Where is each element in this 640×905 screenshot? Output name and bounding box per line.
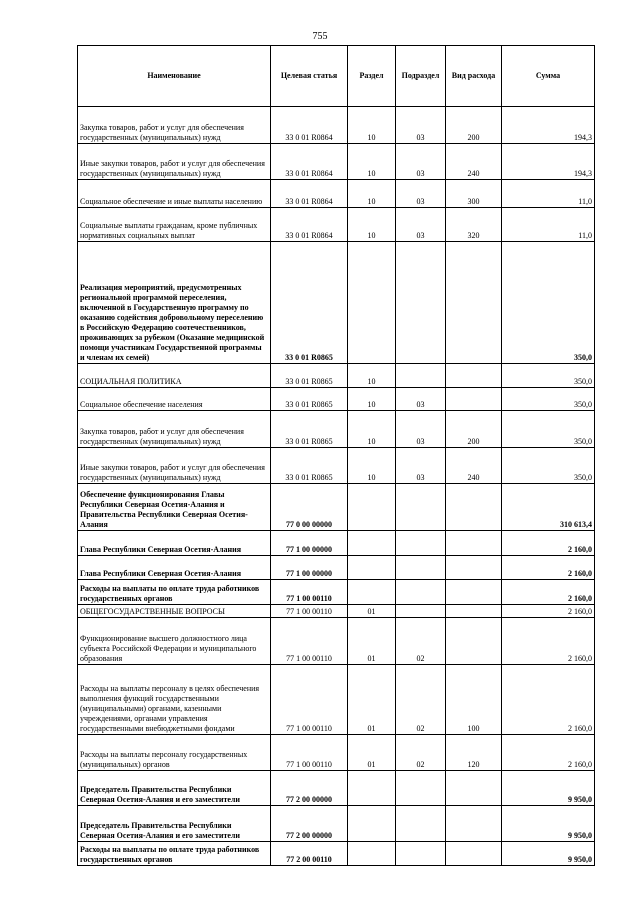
cell-amount: 9 950,0 xyxy=(502,806,595,842)
table-row xyxy=(78,771,595,806)
table-row xyxy=(78,484,595,531)
cell-subsection: 03 xyxy=(396,144,446,180)
cell-subsection: 02 xyxy=(396,665,446,735)
cell-amount: 2 160,0 xyxy=(502,618,595,665)
cell-section: 01 xyxy=(348,735,396,771)
cell-expense-type: 240 xyxy=(446,144,502,180)
budget-table xyxy=(77,45,595,866)
cell-target: 33 0 01 R0864 xyxy=(271,107,348,144)
header-amount: Сумма xyxy=(502,46,595,107)
cell-amount: 194,3 xyxy=(502,144,595,180)
header-subsection: Подраздел xyxy=(396,46,446,107)
cell-expense-type: 200 xyxy=(446,411,502,448)
table-row xyxy=(78,618,595,665)
header-target: Целевая статья xyxy=(271,46,348,107)
cell-expense-type xyxy=(446,484,502,531)
cell-subsection: 03 xyxy=(396,448,446,484)
cell-expense-type xyxy=(446,806,502,842)
cell-name: Расходы на выплаты по оплате труда работников государственных органов xyxy=(78,580,271,605)
table-row xyxy=(78,842,595,866)
cell-amount: 2 160,0 xyxy=(502,665,595,735)
cell-name: Председатель Правительства Республики Северная Осетия-Алания и его заместители xyxy=(78,806,271,842)
cell-target: 77 0 00 00000 xyxy=(271,484,348,531)
cell-target: 77 1 00 00110 xyxy=(271,665,348,735)
table-row xyxy=(78,531,595,556)
cell-amount: 194,3 xyxy=(502,107,595,144)
table-row xyxy=(78,144,595,180)
cell-subsection xyxy=(396,580,446,605)
cell-subsection: 02 xyxy=(396,735,446,771)
header-section: Раздел xyxy=(348,46,396,107)
cell-section: 01 xyxy=(348,618,396,665)
cell-target: 77 2 00 00000 xyxy=(271,771,348,806)
cell-expense-type xyxy=(446,771,502,806)
cell-amount: 350,0 xyxy=(502,411,595,448)
cell-amount: 9 950,0 xyxy=(502,771,595,806)
cell-section xyxy=(348,242,396,364)
cell-target: 77 1 00 00110 xyxy=(271,735,348,771)
cell-expense-type xyxy=(446,842,502,866)
cell-subsection: 03 xyxy=(396,388,446,411)
header-expense-type: Вид расхода xyxy=(446,46,502,107)
table-row xyxy=(78,806,595,842)
cell-amount: 2 160,0 xyxy=(502,556,595,580)
cell-target: 33 0 01 R0864 xyxy=(271,208,348,242)
header-name: Наименование xyxy=(78,46,271,107)
cell-section: 10 xyxy=(348,208,396,242)
cell-section xyxy=(348,806,396,842)
cell-section: 10 xyxy=(348,411,396,448)
table-row xyxy=(78,580,595,605)
cell-name: Иные закупки товаров, работ и услуг для обеспечения государственных (муниципальных) нужд xyxy=(78,144,271,180)
cell-target: 33 0 01 R0864 xyxy=(271,180,348,208)
cell-amount: 2 160,0 xyxy=(502,531,595,556)
cell-expense-type: 200 xyxy=(446,107,502,144)
cell-section: 10 xyxy=(348,144,396,180)
cell-section xyxy=(348,580,396,605)
cell-amount: 11,0 xyxy=(502,208,595,242)
cell-expense-type xyxy=(446,364,502,388)
cell-amount: 2 160,0 xyxy=(502,735,595,771)
cell-subsection: 03 xyxy=(396,208,446,242)
cell-target: 77 2 00 00110 xyxy=(271,842,348,866)
page-number: 755 xyxy=(312,31,328,42)
cell-amount: 350,0 xyxy=(502,364,595,388)
cell-subsection xyxy=(396,605,446,618)
cell-name: Закупка товаров, работ и услуг для обеспечения государственных (муниципальных) нужд xyxy=(78,411,271,448)
cell-name: Расходы на выплаты персоналу в целях обеспечения выполнения функций государственными (муниципальными) органами, казенными учреждениями, органами управления государственными внебюджетными фондами xyxy=(78,665,271,735)
cell-amount: 310 613,4 xyxy=(502,484,595,531)
cell-name: Расходы на выплаты персоналу государственных (муниципальных) органов xyxy=(78,735,271,771)
cell-subsection: 03 xyxy=(396,411,446,448)
cell-target: 33 0 01 R0865 xyxy=(271,411,348,448)
cell-subsection xyxy=(396,556,446,580)
cell-name: Функционирование высшего должностного лица субъекта Российской Федерации и муниципального образования xyxy=(78,618,271,665)
cell-expense-type: 120 xyxy=(446,735,502,771)
cell-section: 10 xyxy=(348,180,396,208)
cell-name: Реализация мероприятий, предусмотренных региональной программой переселения, включенной в Государственную программу по оказанию содействия добровольному переселению в Российскую Федерацию соотечественников, проживающих за рубежом (Оказание медицинской помощи участникам Государственной программы и членам их семей) xyxy=(78,242,271,364)
cell-name: Закупка товаров, работ и услуг для обеспечения государственных (муниципальных) нужд xyxy=(78,107,271,144)
cell-section: 01 xyxy=(348,665,396,735)
cell-name: Глава Республики Северная Осетия-Алания xyxy=(78,556,271,580)
table-row xyxy=(78,388,595,411)
table-row xyxy=(78,665,595,735)
cell-name: Обеспечение функционирования Главы Республики Северная Осетия-Алания и Правительства Республики Северная Осетия-Алания xyxy=(78,484,271,531)
cell-subsection xyxy=(396,242,446,364)
cell-target: 33 0 01 R0864 xyxy=(271,144,348,180)
cell-target: 77 2 00 00000 xyxy=(271,806,348,842)
cell-target: 33 0 01 R0865 xyxy=(271,448,348,484)
cell-amount: 350,0 xyxy=(502,388,595,411)
cell-name: Иные закупки товаров, работ и услуг для обеспечения государственных (муниципальных) нужд xyxy=(78,448,271,484)
cell-section xyxy=(348,556,396,580)
cell-name: ОБЩЕГОСУДАРСТВЕННЫЕ ВОПРОСЫ xyxy=(78,605,271,618)
table-row xyxy=(78,411,595,448)
cell-section xyxy=(348,484,396,531)
cell-target: 77 1 00 00110 xyxy=(271,618,348,665)
cell-target: 77 1 00 00110 xyxy=(271,580,348,605)
cell-target: 33 0 01 R0865 xyxy=(271,242,348,364)
cell-subsection: 03 xyxy=(396,107,446,144)
table-row xyxy=(78,605,595,618)
cell-amount: 2 160,0 xyxy=(502,605,595,618)
cell-amount: 350,0 xyxy=(502,242,595,364)
cell-section: 10 xyxy=(348,448,396,484)
cell-section: 01 xyxy=(348,605,396,618)
table-row xyxy=(78,448,595,484)
cell-target: 77 1 00 00110 xyxy=(271,605,348,618)
cell-expense-type xyxy=(446,556,502,580)
table-row xyxy=(78,242,595,364)
cell-target: 33 0 01 R0865 xyxy=(271,364,348,388)
cell-section: 10 xyxy=(348,364,396,388)
cell-target: 77 1 00 00000 xyxy=(271,531,348,556)
cell-section xyxy=(348,771,396,806)
table-row xyxy=(78,107,595,144)
cell-section xyxy=(348,842,396,866)
cell-expense-type xyxy=(446,388,502,411)
cell-expense-type: 300 xyxy=(446,180,502,208)
header-row xyxy=(78,46,595,107)
cell-amount: 9 950,0 xyxy=(502,842,595,866)
cell-subsection xyxy=(396,484,446,531)
table-row xyxy=(78,364,595,388)
cell-subsection xyxy=(396,806,446,842)
cell-subsection xyxy=(396,771,446,806)
cell-name: Социальное обеспечение населения xyxy=(78,388,271,411)
cell-expense-type xyxy=(446,618,502,665)
cell-subsection: 03 xyxy=(396,180,446,208)
cell-amount: 11,0 xyxy=(502,180,595,208)
cell-name: Глава Республики Северная Осетия-Алания xyxy=(78,531,271,556)
cell-expense-type xyxy=(446,605,502,618)
cell-name: СОЦИАЛЬНАЯ ПОЛИТИКА xyxy=(78,364,271,388)
cell-name: Расходы на выплаты по оплате труда работников государственных органов xyxy=(78,842,271,866)
cell-subsection: 02 xyxy=(396,618,446,665)
cell-expense-type: 240 xyxy=(446,448,502,484)
cell-expense-type xyxy=(446,531,502,556)
cell-section: 10 xyxy=(348,388,396,411)
cell-name: Социальные выплаты гражданам, кроме публичных нормативных социальных выплат xyxy=(78,208,271,242)
table-row xyxy=(78,208,595,242)
cell-subsection xyxy=(396,842,446,866)
cell-amount: 2 160,0 xyxy=(502,580,595,605)
cell-section: 10 xyxy=(348,107,396,144)
cell-expense-type xyxy=(446,580,502,605)
cell-expense-type xyxy=(446,242,502,364)
table-row xyxy=(78,556,595,580)
cell-name: Председатель Правительства Республики Северная Осетия-Алания и его заместители xyxy=(78,771,271,806)
cell-amount: 350,0 xyxy=(502,448,595,484)
cell-name: Социальное обеспечение и иные выплаты населению xyxy=(78,180,271,208)
cell-subsection xyxy=(396,531,446,556)
cell-target: 77 1 00 00000 xyxy=(271,556,348,580)
cell-subsection xyxy=(396,364,446,388)
table-row xyxy=(78,180,595,208)
table-row xyxy=(78,735,595,771)
cell-expense-type: 100 xyxy=(446,665,502,735)
cell-section xyxy=(348,531,396,556)
cell-target: 33 0 01 R0865 xyxy=(271,388,348,411)
cell-expense-type: 320 xyxy=(446,208,502,242)
